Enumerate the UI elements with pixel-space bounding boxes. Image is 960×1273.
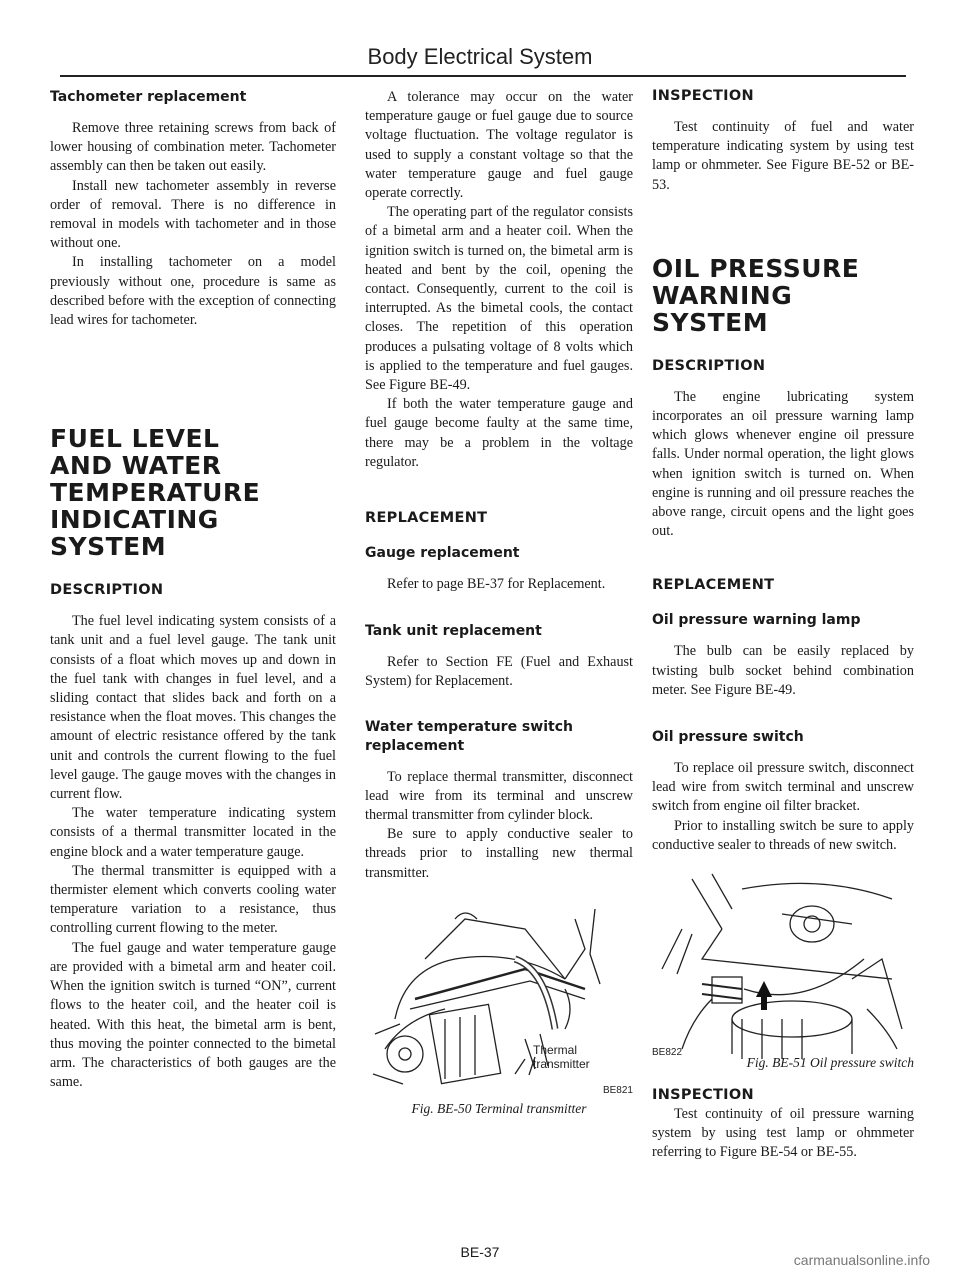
paragraph: The thermal transmitter is equipped with a thermister element which converts cooling water temperature variation to a resistance, thus controlling current flowing to the meter. — [50, 862, 336, 937]
fuel-level-section-heading — [50, 425, 336, 560]
oil-pressure-switch-illustration — [652, 869, 914, 1059]
heading-line: replacement — [365, 737, 465, 754]
paragraph: The fuel level indicating system consists of a tank unit and a fuel level gauge. The tank unit consists of a float which moves up and down in the fuel tank with changes in fuel level, and a sliding contact that slides back and forth on a resistance when the float moves. This changes the amount of electric resistance offered by the tank unit and controls the current flowing to the fuel level gauge. The gauge moves with the changes in current flow. — [50, 613, 336, 803]
description-heading: DESCRIPTION — [652, 357, 766, 374]
paragraph: To replace thermal transmitter, disconnect lead wire from its terminal and unscrew thermal transmitter from cylinder block. — [365, 768, 633, 824]
watermark: carmanualsonline.info — [793, 1252, 930, 1268]
paragraph: Refer to page BE-37 for Replacement. — [387, 576, 606, 593]
paragraph: Be sure to apply conductive sealer to threads prior to installing new thermal transmitter. — [365, 826, 633, 881]
header-rule — [60, 75, 906, 77]
heading-line: OIL PRESSURE — [652, 253, 860, 283]
inspection-heading: INSPECTION — [652, 88, 754, 104]
description-heading: DESCRIPTION — [50, 582, 164, 599]
paragraph: The operating part of the regulator consists of a bimetal arm and a heater coil. When the ignition switch is turned on, the bimetal arm is heated and bent by the coil, opening the contact. Consequently, current to the coil is interrupted. As the bimetal cools, the contact closes. The repetition of this operation produces a pulsating voltage of 8 volts which is applied to the temperature and fuel gauges. See Figure BE-49. — [365, 204, 633, 394]
replacement-heading: REPLACEMENT — [652, 577, 775, 594]
paragraph: A tolerance may occur on the water temperature gauge or fuel gauge due to source voltage fluctuation. The voltage regulator is used to supply a constant voltage so that the water temperature gauge and fuel gauge operate correctly. — [365, 89, 633, 202]
column-2 — [365, 88, 633, 1117]
oil-pressure-switch-heading: Oil pressure switch — [652, 729, 804, 746]
page-number: BE-37 — [460, 1244, 500, 1260]
figure-label-thermal-transmitter: Thermal transmitter — [533, 1042, 590, 1071]
heading-line: INDICATING SYSTEM — [50, 505, 219, 562]
heading-line: Water temperature switch — [365, 718, 573, 735]
heading-line: TEMPERATURE — [50, 478, 261, 508]
paragraph: The fuel gauge and water temperature gauge are provided with a bimetal arm and heater coil. When the ignition switch is turned “ON”, current flows to the heater coil, and the heater coil is heated. With this heat, the bimetal arm is bent, thus moving the pointer connected to the bimetal arm. The characteristics of both gauges are the same. — [50, 939, 336, 1091]
paragraph: Prior to installing switch be sure to apply conductive sealer to threads of new switch. — [652, 817, 914, 853]
figure-be-50 — [365, 899, 633, 1117]
column-3 — [652, 88, 914, 1163]
heading-line: WARNING SYSTEM — [652, 280, 793, 337]
paragraph: Test continuity of fuel and water temperature indicating system by using test lamp or ohmmeter. See Figure BE-52 or BE-53. — [652, 119, 914, 193]
tachometer-replacement-heading: Tachometer replacement — [50, 89, 247, 105]
paragraph: The engine lubricating system incorporates an oil pressure warning lamp which glows whenever engine oil pressure falls. Under normal operation, the light glows when ignition switch is turned on. When engine is running and oil pressure reaches the above range, circuit opens and the light goes out. — [652, 388, 914, 540]
gauge-replacement-heading: Gauge replacement — [365, 545, 520, 562]
replacement-heading: REPLACEMENT — [365, 510, 488, 527]
paragraph: Test continuity of oil pressure warning system by using test lamp or ohmmeter referring to Figure BE-54 or BE-55. — [652, 1106, 914, 1161]
paragraph: The water temperature indicating system consists of a thermal transmitter located in the engine block and a water temperature gauge. — [50, 805, 336, 860]
heading-line: FUEL LEVEL — [50, 424, 220, 454]
figure-caption: Fig. BE-50 Terminal transmitter — [411, 1100, 587, 1116]
paragraph: If both the water temperature gauge and fuel gauge become faulty at the same time, there may be a problem in the voltage regulator. — [365, 396, 633, 470]
figure-be-51 — [652, 869, 914, 1071]
paragraph: In installing tachometer on a model previously without one, procedure is same as described before with the exception of connecting lead wires for tachometer. — [50, 254, 336, 329]
paragraph: Remove three retaining screws from back of lower housing of combination meter. Tachometer assembly can then be taken out easily. — [50, 120, 336, 175]
running-head: Body Electrical System — [367, 44, 593, 69]
paragraph: To replace oil pressure switch, disconnect lead wire from switch terminal and unscrew switch from engine oil filter bracket. — [652, 760, 914, 815]
water-temperature-switch-heading — [365, 718, 633, 756]
figure-id: BE821 — [602, 1084, 633, 1096]
column-1 — [50, 88, 336, 1092]
oil-pressure-section-heading — [652, 255, 914, 336]
heading-line: AND WATER — [50, 451, 222, 481]
paragraph: The bulb can be easily replaced by twisting bulb socket behind combination meter. See Figure BE-49. — [652, 643, 914, 698]
paragraph: Install new tachometer assembly in reverse order of removal. There is no difference in removal in models with tachometer and in those without one. — [50, 177, 336, 252]
figure-caption: Fig. BE-51 Oil pressure switch — [746, 1055, 914, 1071]
paragraph: Refer to Section FE (Fuel and Exhaust System) for Replacement. — [365, 654, 633, 690]
inspection-heading-2: INSPECTION — [652, 1087, 754, 1104]
tank-unit-replacement-heading: Tank unit replacement — [365, 623, 542, 640]
warning-lamp-heading: Oil pressure warning lamp — [652, 612, 861, 629]
figure-id: BE822 — [652, 1047, 683, 1059]
